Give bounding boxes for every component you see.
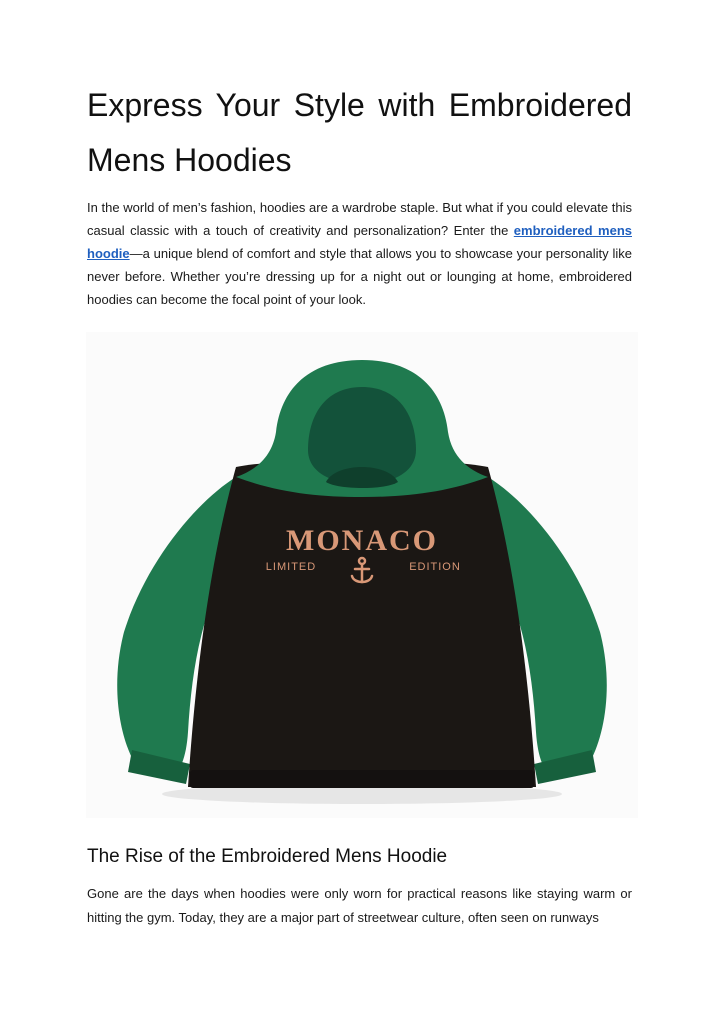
hoodie-illustration (86, 332, 638, 818)
intro-text-start: In the world of men’s fashion, hoodies are a wardrobe staple. But what if you could elevate this casual classic with a touch of creativity and personalization? Enter the (87, 200, 632, 238)
waistband (190, 770, 534, 788)
intro-paragraph (87, 196, 632, 311)
hoodie-product-image (86, 332, 638, 818)
print-main-text: MONACO (286, 524, 438, 557)
section-paragraph: Gone are the days when hoodies were only worn for practical reasons like staying warm or hitting the gym. Today, they are a major part of streetwear culture, often seen on runways (87, 886, 632, 925)
embroidered-hoodie-link[interactable]: embroidered mens hoodie (87, 223, 632, 261)
page-title: Express Your Style with Embroidered Mens Hoodies (87, 87, 632, 178)
hoodie-body (188, 460, 536, 788)
print-left-text: LIMITED (265, 561, 317, 573)
section-heading: The Rise of the Embroidered Mens Hoodie (87, 846, 448, 867)
intro-text-end: —a unique blend of comfort and style that allows you to showcase your personality like never before. Whether you’re dressing up for a night out or lounging at home, embroidered hoodies can become the focal point of your look. (87, 246, 632, 307)
print-right-text: EDITION (409, 561, 461, 573)
